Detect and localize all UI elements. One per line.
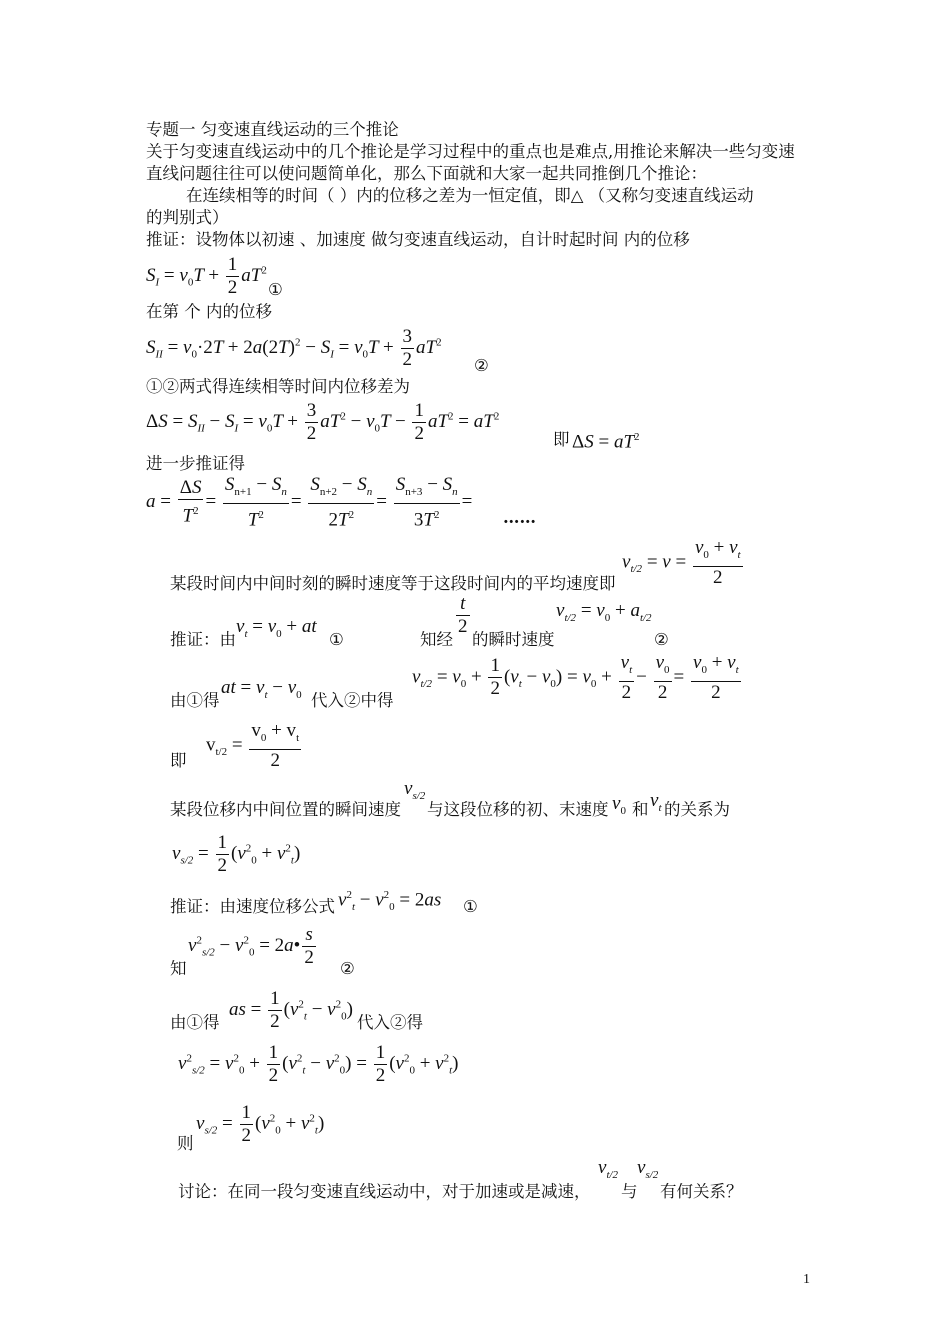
formula-v-s-half-derivation: $v^2_{s/2} = v^2_0$ + $\frac{1}{2}$ $(v^2_t - v^2_0)$ = $\frac{1}{2}$ $(v^2_0 + v^2_t)$ xyxy=(178,1042,459,1086)
inference3-from: 由①得 xyxy=(170,1013,220,1032)
discussion-a: 讨论：在同一段匀变速直线运动中，对于加速或是减速， xyxy=(178,1182,591,1201)
circle-1-label: ① xyxy=(268,280,283,299)
inference2-statement: 某段时间内中间时刻的瞬时速度等于这段时间内的平均速度即 xyxy=(170,574,616,593)
discussion-b: 与 xyxy=(621,1182,638,1201)
inference3-a: 某段位移内中间位置的瞬间速度 xyxy=(170,800,401,819)
circle-2-label: ② xyxy=(474,356,489,375)
v-s-half-symbol-b: $v_{s/2}$ xyxy=(637,1157,659,1181)
inference2-sub: 代入②中得 xyxy=(311,691,394,710)
v0-symbol: $v_0$ xyxy=(612,793,626,817)
formula-as: as = $\frac{1}{2}$ $(v^2_t - v^2_0)$ xyxy=(229,988,353,1032)
formula-v-half-t: $v_{t/2} = v_0 + a_{t/2}$ xyxy=(556,600,652,624)
inference3-ze: 则 xyxy=(177,1134,194,1153)
dots: …… xyxy=(503,508,536,527)
inference2-from: 由①得 xyxy=(170,691,220,710)
half-t-fraction: $\frac{t}{2}$ xyxy=(458,593,468,637)
document-title: 专题一 匀变速直线运动的三个推论 xyxy=(146,120,399,139)
formula-v-s-half-sq: $v^2_{s/2} - v^2_0$ = 2a• $\frac{s}{2}$ xyxy=(188,924,314,968)
inference2-ji: 即 xyxy=(170,751,187,770)
formula-a: a = $\frac{\Delta S}{T^2}$ = $\frac{S_{n+1} - S_n}{T^2}$ = $\frac{S_{n+2} - S_n}{2T^2}$ = $\frac{S_{n+3} - S_n}{3T^2}$ = xyxy=(146,474,473,531)
inference3-d: 的关系为 xyxy=(664,800,730,819)
combine-label: ①②两式得连续相等时间内位移差为 xyxy=(146,377,410,396)
formula-at: at = $v_t - v_0$ xyxy=(221,677,302,701)
inference3-b: 与这段位移的初、末速度 xyxy=(427,800,609,819)
inference1-proof-intro: 推证：设物体以初速 、加速度 做匀变速直线运动，自计时起时间 内的位移 xyxy=(146,230,690,249)
inference1-statement: 在连续相等的时间（ ）内的位移之差为一恒定值，即△ （又称匀变速直线运动 xyxy=(186,186,754,205)
formula-s1: $S_I = v_0T$ + $\frac{1}{2}$ $aT^2$ xyxy=(146,254,267,298)
formula-v-s-half-result: $v_{s/2}$ = $\frac{1}{2}$ $(v^2_0 + v^2_t)$ xyxy=(196,1102,325,1146)
inference2-proof-c: 的瞬时速度 xyxy=(472,630,555,649)
circle-1-label-b: ① xyxy=(329,630,344,649)
inference2-proof-b: 知经 xyxy=(420,630,453,649)
v-s-half-symbol: $v_{s/2}$ xyxy=(404,778,426,802)
formula-v-half-derivation: $v_{t/2} = v_0$ + $\frac{1}{2}$ $(v_t - v_0) = v_0$ + $\frac{v_t}{2}$ − $\frac{v_0}{2}$ = $\frac{v_0 + v_t}{2}$ xyxy=(412,652,739,703)
page-number: 1 xyxy=(803,1272,810,1287)
formula-s2: $S_{II} = v_0\cdot 2T + 2a(2T)^2 - S_I = v_0T$ + $\frac{3}{2}$ $aT^2$ xyxy=(146,326,442,370)
intro-line-1: 关于匀变速直线运动中的几个推论是学习过程中的重点也是难点,用推论来解决一些匀变速 xyxy=(146,142,795,161)
v-t-half-symbol: $v_{t/2}$ xyxy=(598,1157,619,1181)
formula-velocity-displacement: $v^2_t - v^2_0 = 2as$ xyxy=(338,889,442,914)
further-label: 进一步推证得 xyxy=(146,454,245,473)
circle-2-label-c: ② xyxy=(340,959,355,978)
formula-v-s-half: $v_{s/2}$ = $\frac{1}{2}$ $(v^2_0 + v^2_t)$ xyxy=(172,832,301,876)
second-interval-label: 在第 个 内的位移 xyxy=(146,302,272,321)
inference2-proof-a: 推证：由 xyxy=(170,630,236,649)
circle-2-label-b: ② xyxy=(654,630,669,649)
formula-v-half-result: $v_{t/2}$ = $\frac{v_0 + v_t}{2}$ xyxy=(206,720,300,771)
intro-line-2: 直线问题往往可以使问题简单化，那么下面就和大家一起共同推倒几个推论： xyxy=(146,164,707,183)
formula-delta-s: $\Delta S = S_{II} - S_I = v_0T$ + $\frac{3}{2}$ $aT^2 - v_0T$ − $\frac{1}{2}$ $aT^2 = aT^2$ xyxy=(146,400,500,444)
formula-vt: $v_t = v_0$ + at xyxy=(236,616,317,640)
vt-symbol: $v_t$ xyxy=(650,790,662,814)
circle-1-label-c: ① xyxy=(463,897,478,916)
inference3-c: 和 xyxy=(632,800,649,819)
inference3-zhi: 知 xyxy=(170,959,187,978)
inference3-proof: 推证：由速度位移公式 xyxy=(170,897,335,916)
inference3-sub: 代入②得 xyxy=(357,1013,423,1032)
discussion-c: 有何关系？ xyxy=(660,1182,743,1201)
ji-label-1: 即 xyxy=(553,430,570,449)
formula-v-mid-time: $v_{t/2} = v$ = $\frac{v_0 + v_t}{2}$ xyxy=(622,537,741,588)
formula-delta-s-result: $\Delta S = aT^2$ xyxy=(572,431,640,453)
inference1-statement-cont: 的判别式） xyxy=(146,208,229,227)
